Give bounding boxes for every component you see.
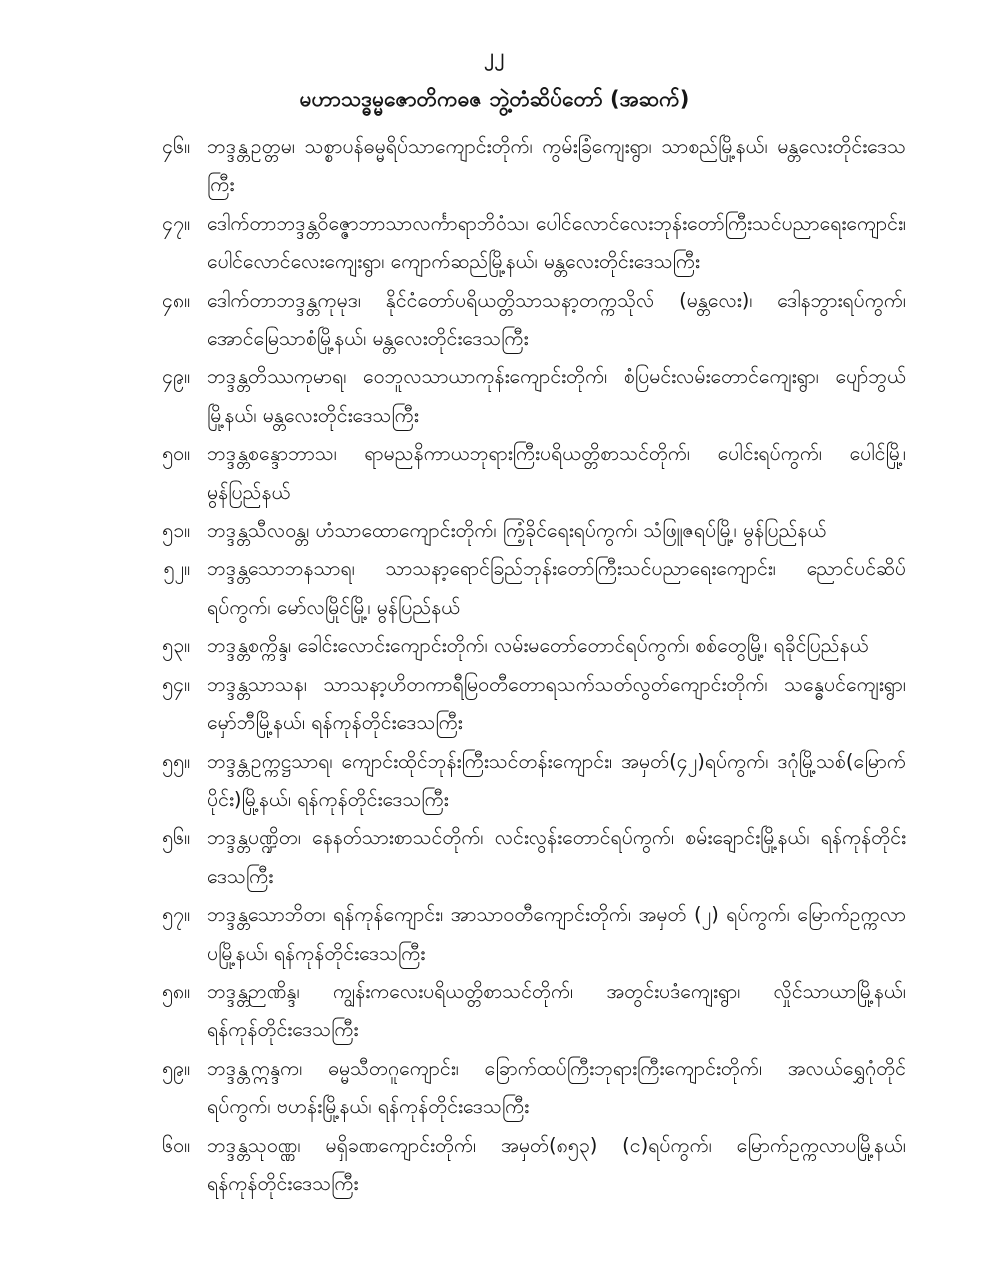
entry-text: ဘဒ္ဒန္တစန္ဒောဘာသ၊ ရာမညနိကာယဘုရားကြီးပရိယတ္တိစာသင်တိုက်၊ ပေါင်းရပ်ကွက်၊ ပေါင်မြို့၊ မွန်ပြည်နယ် — [207, 442, 906, 504]
list-item — [140, 819, 906, 896]
list-item — [140, 512, 906, 550]
entry-number: ၄၇။ — [162, 211, 190, 235]
list-item — [140, 550, 906, 627]
list-item — [140, 358, 906, 435]
entry-number: ၄၆။ — [162, 135, 190, 158]
entry-text: ဘဒ္ဒန္တစက္ကိန္ဒ၊ ခေါင်းလောင်းကျောင်းတိုက်၊ လမ်းမတော်တောင်ရပ်ကွက်၊ စစ်တွေမြို့၊ ရခိုင်ပြည်နယ် — [207, 634, 869, 658]
list-item — [140, 205, 906, 282]
entry-number: ၅၃။ — [162, 634, 190, 658]
entry-text: ဒေါက်တာဘဒ္ဒန္တကုမုဒ၊ နိုင်ငံတော်ပရိယတ္တိသာသနာ့တက္ကသိုလ် (မန္တလေး)၊ ဒေါနဘွားရပ်ကွက်၊ အောင်မြေသာစံမြို့နယ်၊ မန္တလေးတိုင်းဒေသကြီး — [207, 288, 906, 351]
list-item — [140, 282, 906, 359]
list-item — [140, 743, 906, 820]
entry-text: ဘဒ္ဒန္တပဏ္ဍိတ၊ နေနတ်သားစာသင်တိုက်၊ လင်းလွန်းတောင်ရပ်ကွက်၊ စမ်းချောင်းမြို့နယ်၊ ရန်ကုန်တိုင်းဒေသကြီး — [207, 826, 906, 888]
entry-text: ဘဒ္ဒန္တဣန္ဒက၊ ဓမ္မသီတဂူကျောင်း၊ ခြောက်ထပ်ကြီးဘုရားကြီးကျောင်းတိုက်၊ အလယ်ရွှေဂုံတိုင်ရပ်ကွက်၊ ဗဟန်းမြို့နယ်၊ ရန်ကုန်တိုင်းဒေသကြီး — [207, 1056, 906, 1119]
document-title: မဟာသဒ္ဓမ္မဇောတိကဓဇ ဘွဲ့တံဆိပ်တော် (အဆက်) — [299, 87, 690, 111]
entry-text: ဘဒ္ဒန္တသောဘနသာရ၊ သာသနာ့ရောင်ခြည်ဘုန်းတော်ကြီးသင်ပညာရေးကျောင်း၊ ညောင်ပင်ဆိပ်ရပ်ကွက်၊ မော်လမြိုင်မြို့၊ မွန်ပြည်နယ် — [207, 557, 906, 619]
list-item — [140, 973, 906, 1050]
entry-text: ဘဒ္ဒန္တသောဘိတ၊ ရန်ကုန်ကျောင်း၊ အာသာဝတီကျောင်းတိုက်၊ အမှတ် (၂) ရပ်ကွက်၊ မြောက်ဥက္ကလာပမြို့နယ်၊ ရန်ကုန်တိုင်းဒေသကြီး — [207, 903, 906, 965]
entry-number: ၅၉။ — [162, 1056, 190, 1080]
entry-text: ဘဒ္ဒန္တတိဿကုမာရ၊ ဝေဘူလသာယာကုန်းကျောင်းတိုက်၊ စံပြမင်းလမ်းတောင်ကျေးရွာ၊ ပျော်ဘွယ်မြို့နယ်၊ မန္တလေးတိုင်းဒေသကြီး — [207, 365, 906, 427]
entry-number: ၅၀။ — [162, 442, 190, 466]
entry-text: ဘဒ္ဒန္တသုဝဏ္ဏ၊ မရှိခဏကျောင်းတိုက်၊ အမှတ်(၈၅၃) (င)ရပ်ကွက်၊ မြောက်ဥက္ကလာပမြို့နယ်၊ ရန်ကုန်တိုင်းဒေသကြီး — [207, 1133, 906, 1195]
list-item — [140, 627, 906, 665]
entry-number: ၄၉။ — [162, 365, 190, 389]
entry-number: ၆၀။ — [162, 1133, 190, 1157]
entry-text: ဘဒ္ဒန္တဥက္ကဋ္ဌသာရ၊ ကျောင်းထိုင်ဘုန်းကြီးသင်တန်းကျောင်း၊ အမှတ်(၄၂)ရပ်ကွက်၊ ဒဂုံမြို့သစ်(မြောက်ပိုင်း)မြို့နယ်၊ ရန်ကုန်တိုင်းဒေသကြီး — [207, 749, 906, 811]
entry-text: ဘဒ္ဒန္တဥတ္တမ၊ သစ္စာပန်ဓမ္မရိပ်သာကျောင်းတိုက်၊ ကွမ်းခြံကျေးရွာ၊ သာစည်မြို့နယ်၊ မန္တလေးတိုင်းဒေသကြီး — [207, 135, 906, 197]
entry-text: ဘဒ္ဒန္တဉာဏိန္ဒ၊ ကျွန်းကလေးပရိယတ္တိစာသင်တိုက်၊ အတွင်းပဒံကျေးရွာ၊ လှိုင်သာယာမြို့နယ်၊ ရန်ကုန်တိုင်းဒေသကြီး — [207, 979, 906, 1042]
list-item — [140, 1050, 906, 1127]
page-number: ၂၂ — [484, 45, 505, 67]
entry-number: ၅၅။ — [162, 749, 190, 773]
entry-list — [140, 128, 906, 1203]
entry-text: ဘဒ္ဒန္တသာသန၊ သာသနာ့ဟိတကာရီမြဝတီတောရသက်သတ်လွတ်ကျောင်းတိုက်၊ သန္ဓေပင်ကျေးရွာ၊ မှော်ဘီမြို့နယ်၊ ရန်ကုန်တိုင်းဒေသကြီး — [207, 672, 906, 735]
list-item — [140, 1127, 906, 1204]
entry-number: ၅၆။ — [162, 826, 190, 850]
entry-number: ၅၈။ — [161, 979, 190, 1003]
entry-text: ဘဒ္ဒန္တသီလဝန္တ၊ ဟံသာထောကျောင်းတိုက်၊ ကြံ့ခိုင်ရေးရပ်ကွက်၊ သံဖြူဇရပ်မြို့၊ မွန်ပြည်နယ် — [207, 519, 827, 543]
entry-number: ၅၂။ — [163, 557, 190, 581]
entry-text: ဒေါက်တာဘဒ္ဒန္တဝိဇ္ဇောဘာသာလင်္ကာရာဘိဝံသ၊ ပေါင်လောင်လေးဘုန်းတော်ကြီးသင်ပညာရေးကျောင်း၊ ပေါင်လောင်လေးကျေးရွာ၊ ကျောက်ဆည်မြို့နယ်၊ မန္တလေးတိုင်းဒေသကြီး — [207, 211, 906, 274]
entry-number: ၅၄။ — [162, 672, 190, 696]
entry-number: ၅၁။ — [162, 519, 190, 543]
list-item — [140, 666, 906, 743]
entry-number: ၄၈။ — [161, 288, 190, 312]
list-item — [140, 128, 906, 205]
list-item — [140, 896, 906, 973]
entry-number: ၅၇။ — [162, 903, 190, 927]
list-item — [140, 435, 906, 512]
